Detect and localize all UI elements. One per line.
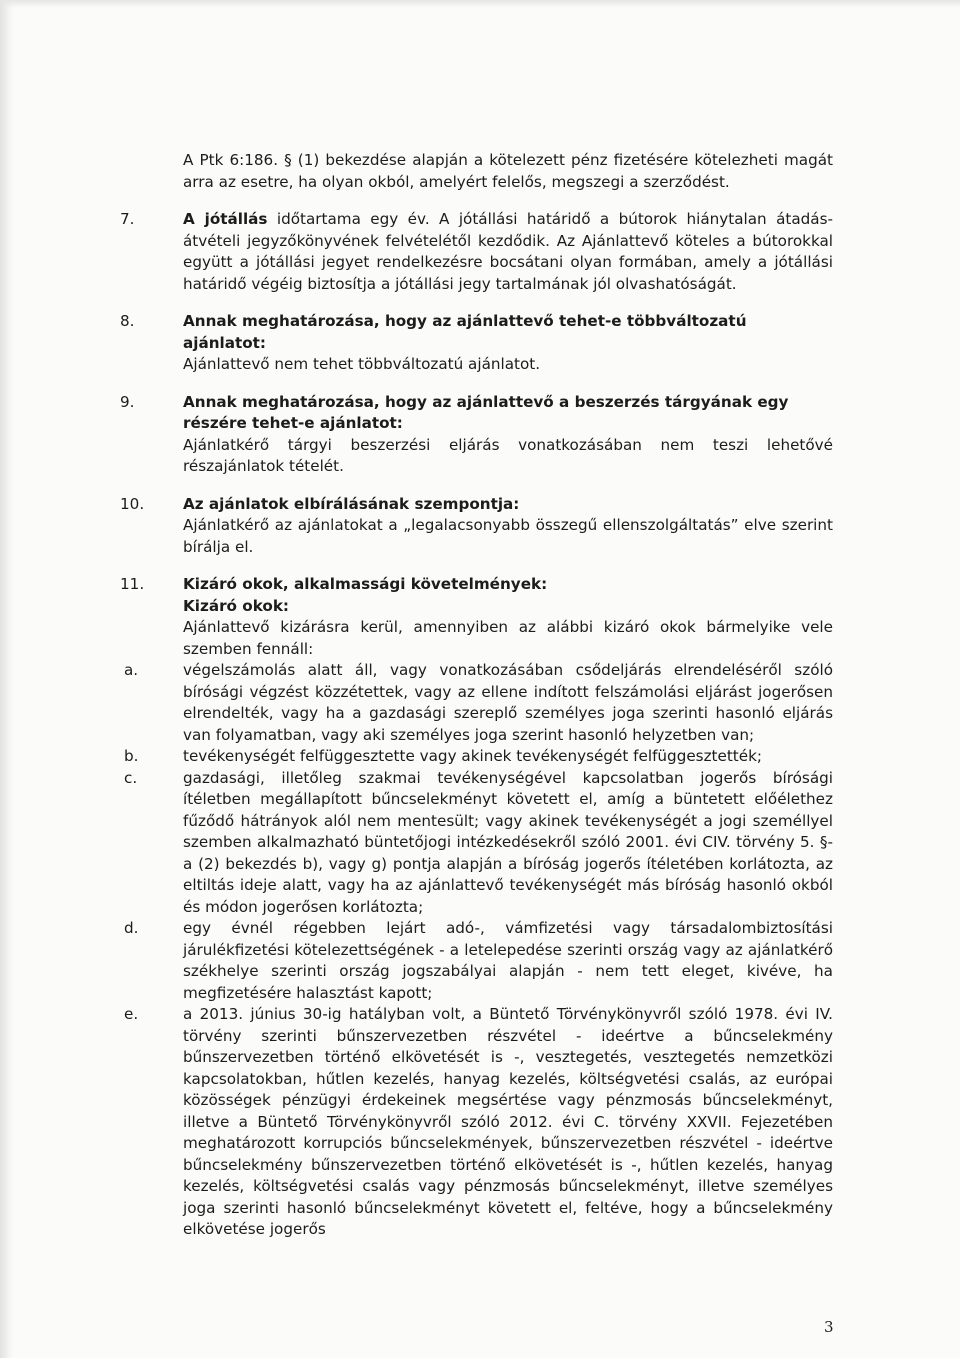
section-number: 9. [120,392,135,411]
scan-edge-left [0,0,14,1358]
list-text: végelszámolás alatt áll, vagy vonatkozásában csődeljárás elrendeléséről szóló bírósági végzést közzétettek, vagy az ellene indított felszámolási eljárást jogerősen elrendelték, vagy ha a gazdasági szereplő személyes joga szerinti hasonló eljárás van folyamatban, vagy aki személyes joga szerint hasonló helyzetben van; [183,661,833,744]
section-11 [120,574,833,1241]
section-number: 7. [120,210,135,228]
section-number: 11. [120,575,145,593]
scan-edge-top [0,0,960,8]
list-text: egy évnél régebben lejárt adó-, vámfizetési vagy társadalombiztosítási járulékfizetési kötelezettségének - a letelepedése szerinti ország vagy az ajánlatkérő székhelye szerinti ország jogszabályai alapján - nem tett eleget, kivéve, ha megfizetésére halasztást kapott; [183,919,833,1002]
section-heading: Annak meghatározása, hogy az ajánlattevő tehet-e többváltozatú ajánlatot: [183,312,747,352]
section-text: Ajánlatkérő tárgyi beszerzési eljárás vonatkozásában nem teszi lehetővé részajánlatok tételét. [183,435,833,475]
section-8 [120,311,833,376]
section-heading: Az ajánlatok elbírálásának szempontja: [183,494,520,513]
intro-paragraph: A Ptk 6:186. § (1) bekezdése alapján a kötelezett pénz fizetésére kötelezheti magát arra az esetre, ha olyan okból, amelyért felelős, megszegi a szerződést. [183,151,833,191]
section-text: Ajánlattevő kizárásra kerül, amennyiben az alábbi kizáró okok bármelyike vele szemben fennáll: [183,618,833,658]
list-label: a. [124,661,139,679]
list-label: c. [124,768,138,787]
section-text: Ajánlatkérő az ajánlatokat a „legalacsonyabb összegű ellenszolgáltatás” elve szerint bírálja el. [183,516,833,556]
list-item [124,918,833,1004]
section-7-text: időtartama egy év. A jótállási határidő a bútorok hiánytalan átadás-átvételi jegyzőkönyvének felvételétől kezdődik. Az Ajánlattevő köteles a bútorokkal együtt a jótállási jegyet rendelkezésre bocsátani olyan formában, amely a jótállási határidő végéig biztosítja a jótállási jegy tartalmának jól olvashatóságát. [183,210,833,293]
document-body [120,150,833,1241]
list-label: d. [124,919,139,937]
list-text: a 2013. június 30-ig hatályban volt, a Büntető Törvénykönyvről szóló 1978. évi IV. törvény szerinti bűnszervezetben részvétel - ideértve a bűncselekmény bűnszervezetben történő elkövetését is -, vesztegetés, vesztegetés nemzetközi kapcsolatokban, hűtlen kezelés, hanyag kezelés, költségvetési csalás, az európai közösségek pénzügyi érdekeinek megsértése vagy pénzmosás bűncselekményt, illetve a Büntető Törvénykönyvről szóló 2012. évi C. törvény XXVII. Fejezetében meghatározott korrupciós bűncselekmények, bűnszervezetben részvétel - ideértve bűncselekmény bűnszervezetben történő elkövetését is -, hűtlen kezelés, hanyag kezelés, költségvetési csalás vagy pénzmosás bűncselekményt, illetve személyes joga szerinti hasonló bűncselekményt követett el, feltéve, hogy a bűncselekmény elkövetése jogerős [183,1005,833,1238]
list-text: gazdasági, illetőleg szakmai tevékenységével kapcsolatban jogerős bírósági ítéletben megállapított bűncselekményt követett el, amíg a büntetett előélethez fűződő hátrányok alól nem mentesült; vagy akinek tevékenységét a jogi személlyel szemben alkalmazható büntetőjogi intézkedésekről szóló 2001. évi CIV. törvény 5. §-a (2) bekezdés b), vagy g) pontja alapján a bíróság jogerős ítéletében korlátozta, az eltiltás ideje alatt, vagy ha az ajánlattevő tevékenységét más bíróság hasonló okból és módon jogerősen korlátozta; [183,768,833,916]
section-number: 10. [120,494,145,513]
section-10 [120,494,833,559]
section-number: 8. [120,312,135,330]
section-heading: Annak meghatározása, hogy az ajánlattevő a beszerzés tárgyának egy részére tehet-e ajánlatot: [183,392,789,432]
section-7-bold: A jótállás [183,210,268,228]
list-item [124,768,833,919]
list-item [124,746,833,768]
section-subheading: Kizáró okok: [183,596,290,615]
list-item [124,660,833,746]
section-text: Ajánlattevő nem tehet többváltozatú ajánlatot. [183,355,541,373]
page-number: 3 [824,1318,834,1336]
section-7 [120,209,833,295]
list-text: tevékenységét felfüggesztette vagy akinek tevékenységét felfüggesztették; [183,747,763,765]
section-9 [120,392,833,478]
exclusion-list [124,660,833,1241]
list-label: b. [124,747,139,765]
list-item [124,1004,833,1241]
list-label: e. [124,1005,139,1023]
section-heading: Kizáró okok, alkalmassági követelmények: [183,575,548,593]
